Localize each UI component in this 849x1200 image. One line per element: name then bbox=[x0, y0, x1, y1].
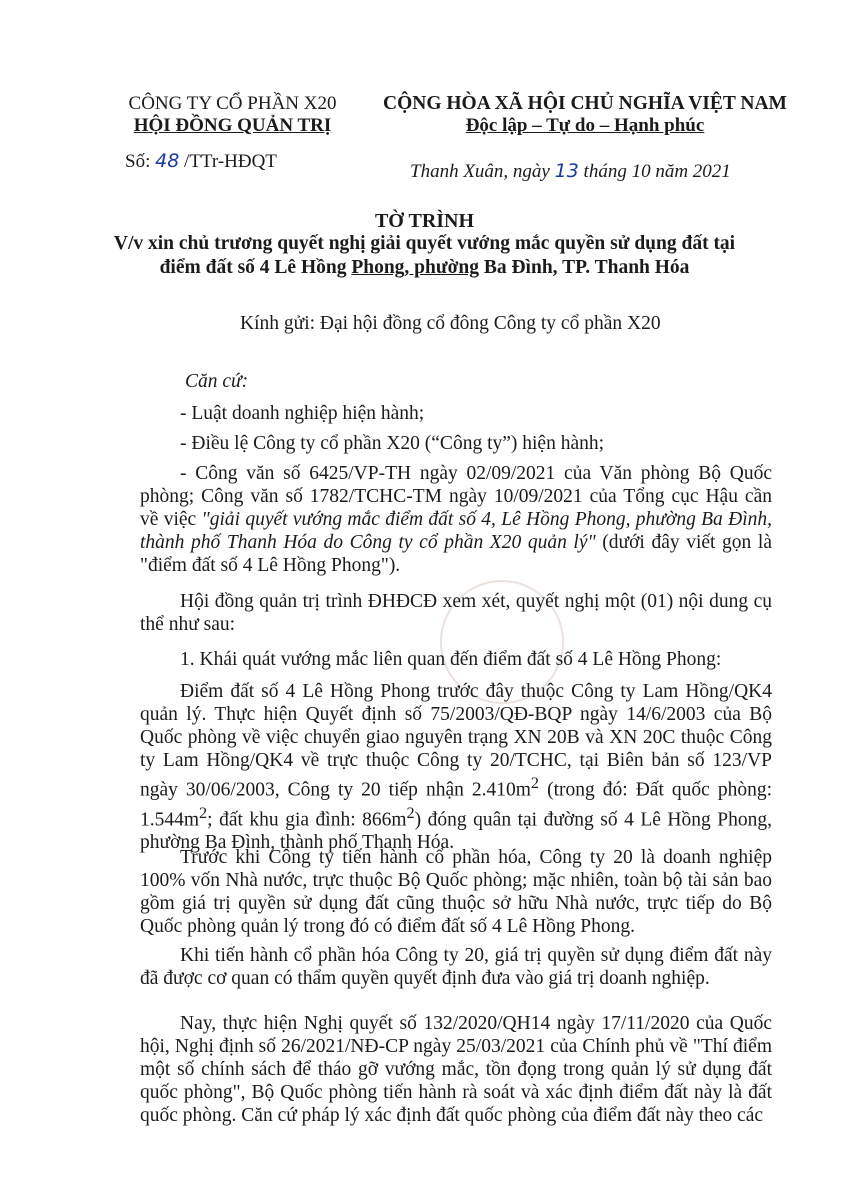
basis-heading: Căn cứ: bbox=[185, 371, 249, 392]
board-name: HỘI ĐỒNG QUẢN TRỊ bbox=[133, 115, 332, 136]
doc-subject-line1: V/v xin chủ trương quyết nghị giải quyết vướng mắc quyền sử dụng đất tại bbox=[113, 233, 736, 254]
basis-item-1: - Luật doanh nghiệp hiện hành; bbox=[180, 403, 425, 424]
handwritten-number: 48 bbox=[155, 150, 180, 172]
paragraph-4: Nay, thực hiện Nghị quyết số 132/2020/QH14 ngày 17/11/2020 của Quốc hội, Nghị định số 26/2021/NĐ-CP ngày 25/03/2021 của Chính phủ về "Thí điểm một số chính sách để tháo gỡ vướng mắc, tồn đọng trong quản lý sử dụng đất quốc phòng", Bộ Quốc phòng tiến hành rà soát và xác định điểm đất này là đất quốc phòng. Căn cứ pháp lý xác định đất quốc phòng của điểm đất này theo các bbox=[140, 1013, 772, 1126]
document-number: Số: 48 /TTr-HĐQT bbox=[125, 150, 277, 172]
republic-title: CỘNG HÒA XÃ HỘI CHỦ NGHĨA VIỆT NAM bbox=[383, 93, 787, 114]
national-motto: Độc lập – Tự do – Hạnh phúc bbox=[465, 115, 705, 136]
intro-paragraph: Hội đồng quản trị trình ĐHĐCĐ xem xét, quyết nghị một (01) nội dung cụ thể như sau: bbox=[140, 591, 772, 635]
issue-date: Thanh Xuân, ngày 13 tháng 10 năm 2021 bbox=[410, 160, 731, 182]
recipient-line: Kính gửi: Đại hội đồng cổ đông Công ty cổ phần X20 bbox=[240, 313, 661, 334]
section-1-heading: 1. Khái quát vướng mắc liên quan đến điểm đất số 4 Lê Hồng Phong: bbox=[180, 649, 722, 670]
handwritten-day: 13 bbox=[554, 160, 579, 182]
paragraph-1: Điểm đất số 4 Lê Hồng Phong trước đây thuộc Công ty Lam Hồng/QK4 quản lý. Thực hiện Quyết định số 75/2003/QĐ-BQP ngày 14/6/2003 của Bộ Quốc phòng về việc chuyển giao nguyên trạng XN 20B và XN 20C thuộc Công ty Lam Hồng/QK4 về trực thuộc Công ty 20/TCHC, tại Biên bản số 123/VP ngày 30/06/2003, Công ty 20 tiếp nhận $2.410m^2$ (trong đó: Đất quốc phòng: $1.544m^2$; đất khu gia đình: $866m^2$) đóng quân tại đường số 4 Lê Hồng Phong, phường Ba Đình, thành phố Thanh Hóa. bbox=[140, 681, 772, 853]
doc-subject-line2: điểm đất số 4 Lê Hồng Phong, phường Ba Đình, TP. Thanh Hóa bbox=[159, 257, 690, 278]
left-header bbox=[100, 93, 365, 137]
paragraph-2: Trước khi Công ty tiến hành cổ phần hóa, Công ty 20 là doanh nghiệp 100% vốn Nhà nước, trực thuộc Bộ Quốc phòng; mặc nhiên, toàn bộ tài sản bao gồm giá trị quyền sử dụng đất cũng thuộc sở hữu Nhà nước, trực tiếp do Bộ Quốc phòng quản lý trong đó có điểm đất số 4 Lê Hồng Phong. bbox=[140, 847, 772, 937]
basis-item-2: - Điều lệ Công ty cổ phần X20 (“Công ty”) hiện hành; bbox=[180, 433, 605, 454]
basis-item-3: - Công văn số 6425/VP-TH ngày 02/09/2021 của Văn phòng Bộ Quốc phòng; Công văn số 1782/TCHC-TM ngày 10/09/2021 của Tổng cục Hậu cần về việc "giải quyết vướng mắc điểm đất số 4, Lê Hồng Phong, phường Ba Đình, thành phố Thanh Hóa do Công ty cổ phần X20 quản lý" (dưới đây viết gọn là "điểm đất số 4 Lê Hồng Phong"). bbox=[140, 463, 772, 576]
paragraph-3: Khi tiến hành cổ phần hóa Công ty 20, giá trị quyền sử dụng điểm đất này đã được cơ quan có thẩm quyền quyết định đưa vào giá trị doanh nghiệp. bbox=[140, 945, 772, 989]
doc-title: TỜ TRÌNH bbox=[374, 210, 475, 232]
company-name: CÔNG TY CỔ PHẦN X20 bbox=[128, 93, 337, 114]
